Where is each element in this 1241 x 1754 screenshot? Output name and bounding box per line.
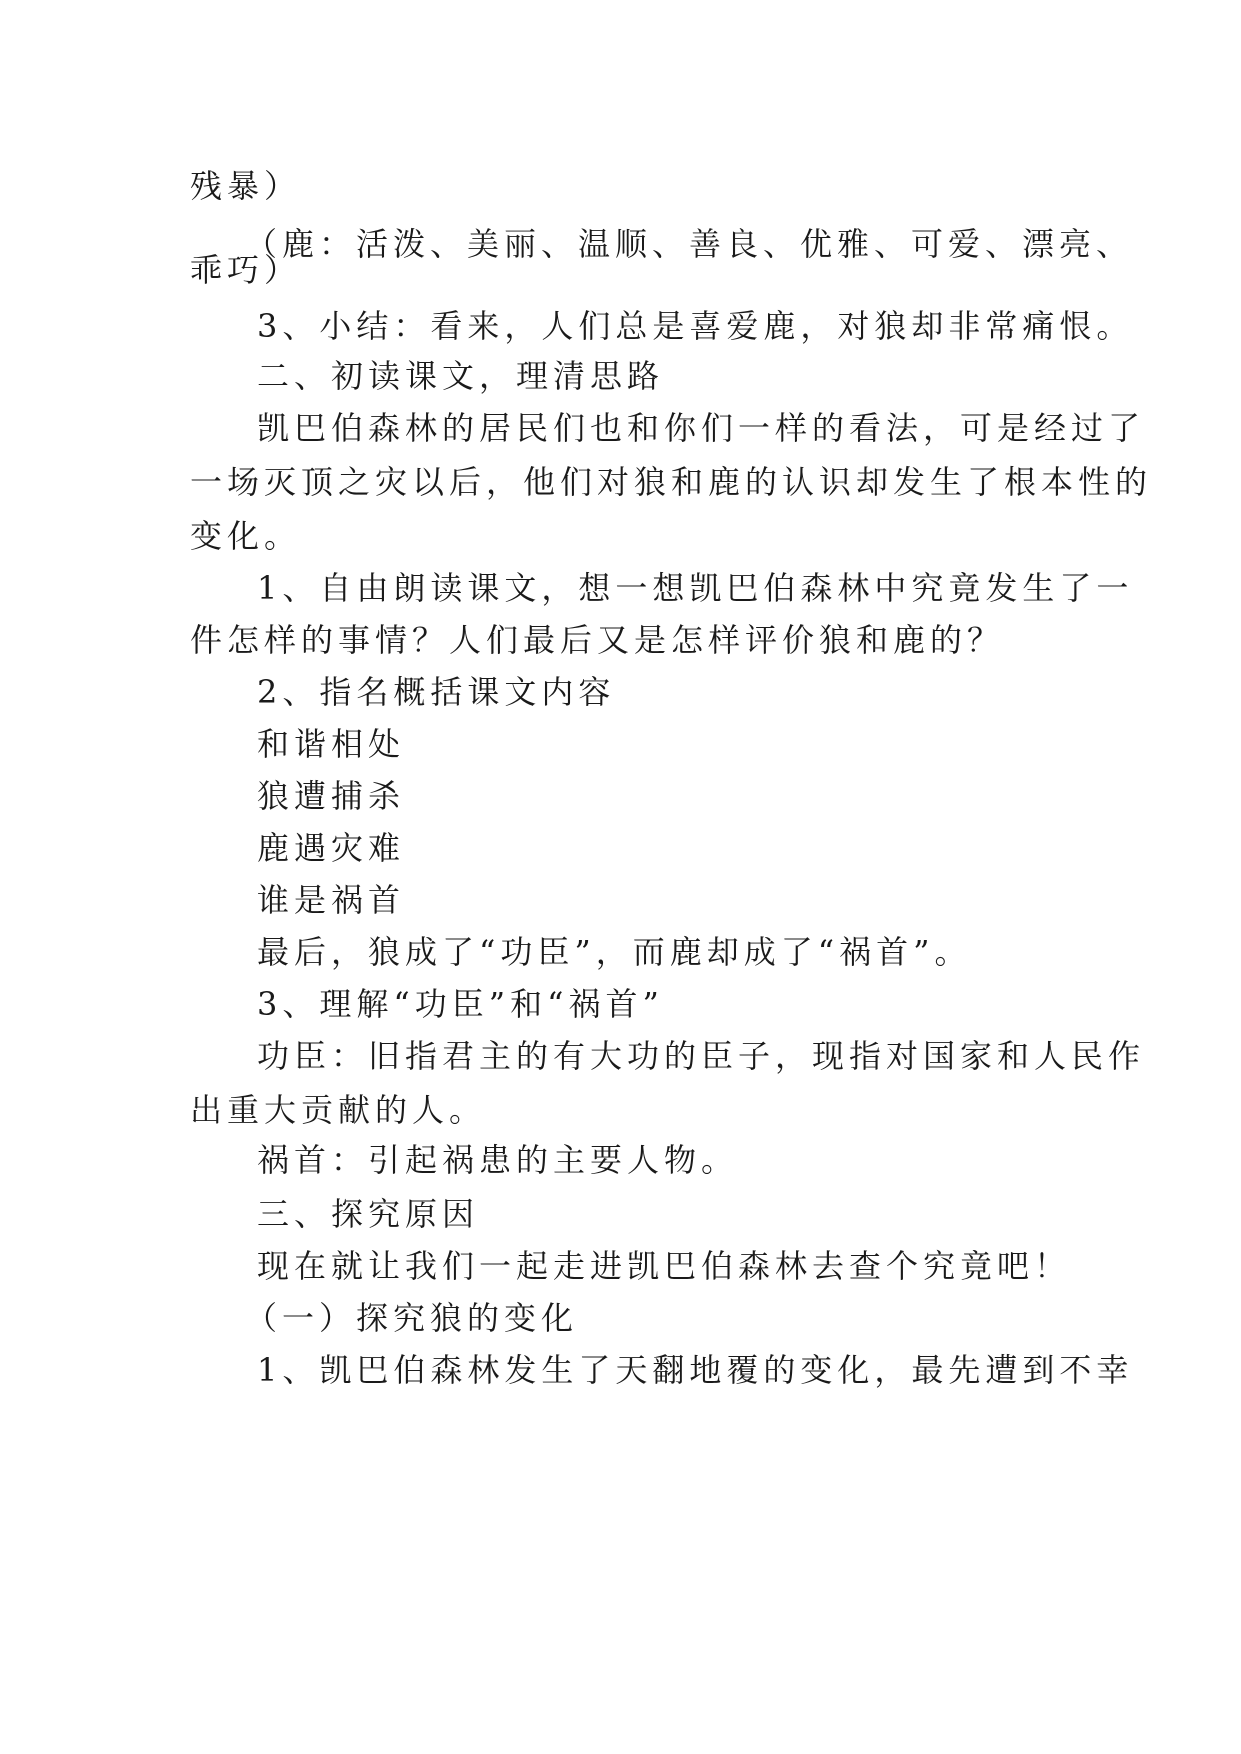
text-line: 功臣：旧指君主的有大功的臣子，现指对国家和人民作 xyxy=(257,1037,1146,1075)
text-line: 出重大贡献的人。 xyxy=(190,1091,487,1129)
list-item: 鹿遇灾难 xyxy=(257,829,406,867)
text-line: 一场灭顶之灾以后，他们对狼和鹿的认识却发生了根本性的 xyxy=(190,463,1153,501)
text-line: 件怎样的事情？人们最后又是怎样评价狼和鹿的？ xyxy=(190,621,1005,659)
text-line: （鹿：活泼、美丽、温顺、善良、优雅、可爱、漂亮、 xyxy=(245,225,1134,263)
text-line: 1、自由朗读课文，想一想凯巴伯森林中究竟发生了一 xyxy=(257,569,1134,607)
text-line: 3、小结：看来，人们总是喜爱鹿，对狼却非常痛恨。 xyxy=(257,307,1134,345)
text-line: 祸首：引起祸患的主要人物。 xyxy=(257,1141,739,1179)
text-line: 变化。 xyxy=(190,517,302,555)
text-line: 残暴） xyxy=(190,167,302,205)
text-line: 凯巴伯森林的居民们也和你们一样的看法，可是经过了 xyxy=(257,409,1146,447)
text-line: 3、理解“功臣”和“祸首” xyxy=(257,985,664,1023)
text-line: 乖巧） xyxy=(190,251,302,289)
list-item: 狼遭捕杀 xyxy=(257,777,406,815)
text-line: 最后，狼成了“功臣”，而鹿却成了“祸首”。 xyxy=(257,933,972,971)
text-line: 1、凯巴伯森林发生了天翻地覆的变化，最先遭到不幸 xyxy=(257,1351,1134,1389)
text-line: 2、指名概括课文内容 xyxy=(257,673,616,711)
text-line: 现在就让我们一起走进凯巴伯森林去查个究竟吧！ xyxy=(257,1247,1072,1285)
list-item: 和谐相处 xyxy=(257,725,406,763)
subsection-heading: （一）探究狼的变化 xyxy=(245,1299,579,1337)
list-item: 谁是祸首 xyxy=(257,881,406,919)
section-heading: 二、初读课文，理清思路 xyxy=(257,357,665,395)
section-heading: 三、探究原因 xyxy=(257,1195,480,1233)
